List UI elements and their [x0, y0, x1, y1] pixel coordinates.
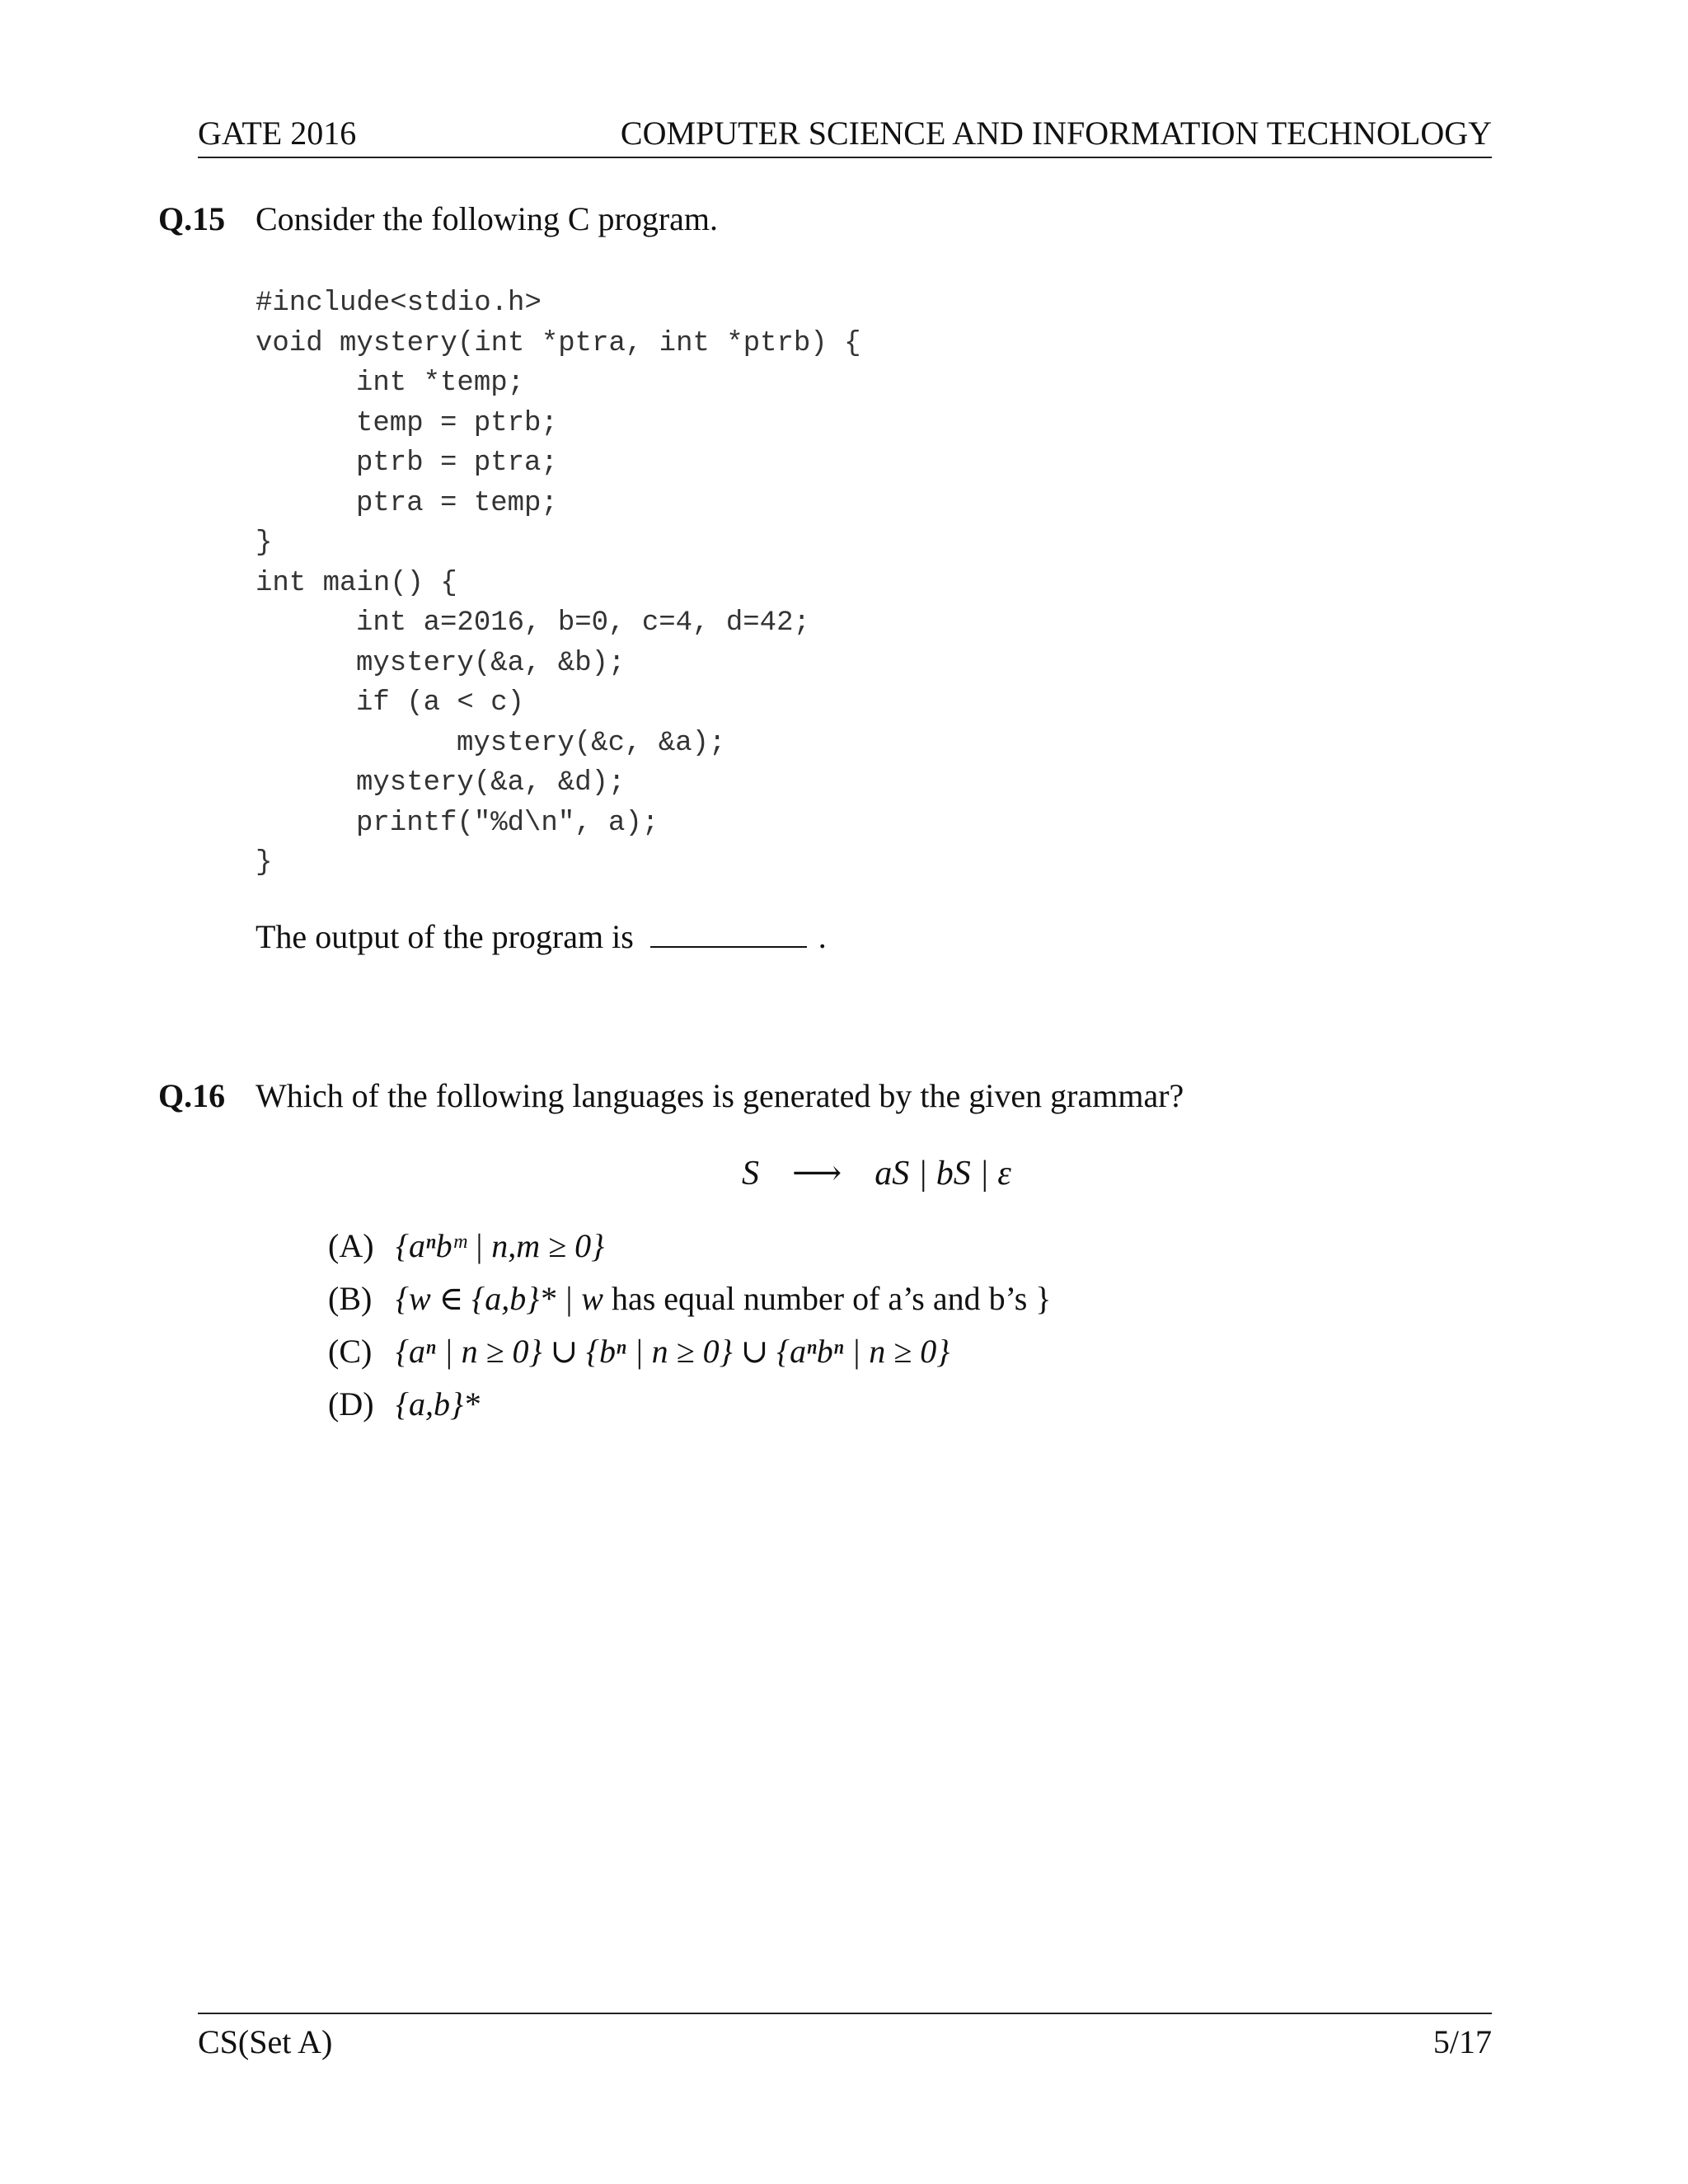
code-line: ptra = temp; — [356, 487, 558, 519]
code-line: void mystery(int *ptra, int *ptrb) { — [256, 327, 861, 359]
header-exam: GATE 2016 — [198, 115, 357, 152]
code-line: ptrb = ptra; — [356, 448, 558, 479]
code-line: mystery(&a, &b); — [356, 647, 626, 679]
question-16-prompt: Which of the following languages is generated by the given grammar? — [256, 1077, 1184, 1114]
answer-blank[interactable] — [650, 918, 807, 948]
option-label: (B) — [328, 1280, 373, 1317]
code-line: #include<stdio.h> — [256, 288, 542, 319]
option-label: (C) — [328, 1333, 373, 1370]
code-line: printf("%d\n", a); — [356, 807, 659, 839]
grammar-rule — [742, 1152, 1011, 1193]
answer-options — [328, 1226, 1051, 1437]
output-suffix: . — [818, 918, 827, 955]
code-line: mystery(&a, &d); — [356, 767, 626, 799]
output-prompt: The output of the program is — [256, 918, 634, 955]
option-c[interactable] — [328, 1332, 1051, 1385]
option-label: (D) — [328, 1385, 374, 1422]
code-line: temp = ptrb; — [356, 407, 558, 439]
page-number: 5/17 — [1432, 2023, 1492, 2060]
grammar-lhs: S — [742, 1155, 759, 1193]
option-b[interactable] — [328, 1279, 1051, 1332]
footer-set: CS(Set A) — [198, 2023, 333, 2060]
code-line: } — [256, 847, 273, 879]
page-header — [198, 114, 1492, 158]
code-line: mystery(&c, &a); — [457, 727, 726, 759]
header-subject: COMPUTER SCIENCE AND INFORMATION TECHNOLOGY — [620, 115, 1492, 152]
option-math: {a,b}* — [396, 1385, 480, 1422]
grammar-rhs: aS | bS | ε — [874, 1155, 1011, 1193]
code-line: int a=2016, b=0, c=4, d=42; — [356, 607, 810, 639]
grammar-arrow: ⟶ — [792, 1155, 842, 1193]
option-d[interactable] — [328, 1385, 1051, 1437]
code-block — [256, 284, 861, 883]
option-math: {aⁿ | n ≥ 0} ∪ {bⁿ | n ≥ 0} ∪ {aⁿbⁿ | n ≥ 0} — [396, 1333, 950, 1370]
output-question — [256, 917, 827, 956]
option-text: has equal number of a’s and b’s } — [603, 1280, 1052, 1317]
code-line: } — [256, 527, 273, 559]
option-math: {w ∈ {a,b}* | w — [396, 1280, 603, 1317]
question-15-prompt: Consider the following C program. — [256, 200, 719, 237]
option-a[interactable] — [328, 1226, 1051, 1279]
code-line: int *temp; — [356, 368, 525, 399]
option-label: (A) — [328, 1227, 374, 1264]
question-15-number: Q.15 — [158, 200, 226, 237]
question-16-number: Q.16 — [158, 1077, 226, 1114]
page-footer — [198, 2013, 1492, 2060]
code-line: if (a < c) — [356, 687, 525, 719]
option-math: {aⁿbᵐ | n,m ≥ 0} — [396, 1227, 605, 1264]
code-line: int main() { — [256, 567, 457, 599]
